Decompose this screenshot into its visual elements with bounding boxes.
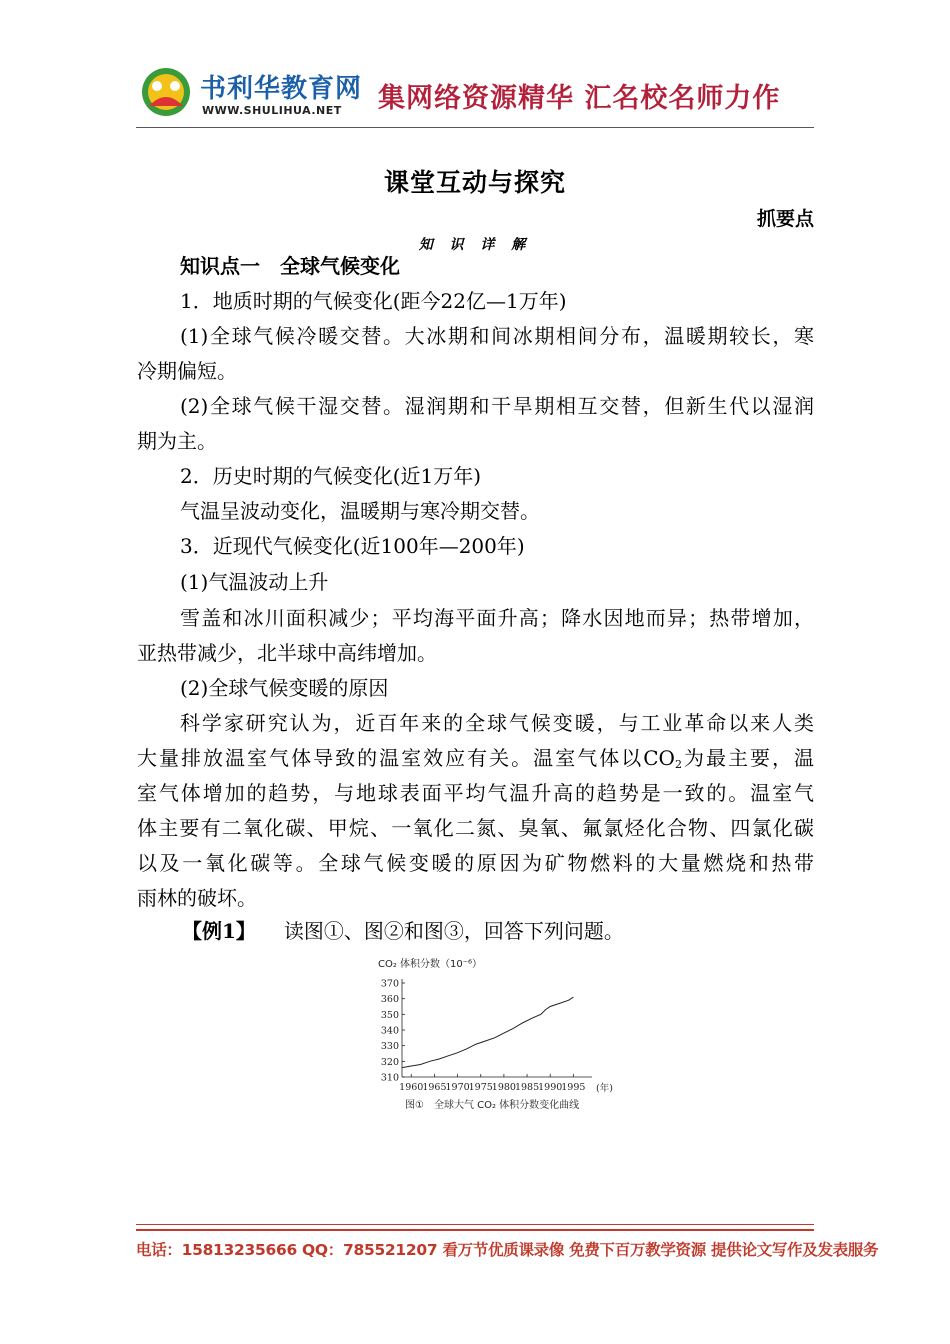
footer-divider bbox=[136, 1229, 814, 1231]
subitem-heading: (1)气温波动上升 bbox=[180, 570, 329, 594]
chart-y-title: CO₂ 体积分数（10⁻⁶） bbox=[378, 959, 483, 970]
site-header bbox=[138, 62, 814, 128]
example-text: 读图①、图②和图③，回答下列问题。 bbox=[283, 919, 624, 943]
co2-series-line bbox=[402, 997, 573, 1068]
paragraph-line: 期为主。 bbox=[137, 429, 217, 453]
y-tick-label: 340 bbox=[380, 1025, 399, 1037]
co2-subscript: 2 bbox=[674, 758, 682, 771]
x-tick-label: 1965 bbox=[422, 1082, 447, 1093]
section-tag: 抓要点 bbox=[756, 208, 814, 230]
knowledge-point-heading: 知识点一 全球气候变化 bbox=[180, 254, 400, 278]
co2-formula: CO bbox=[643, 746, 675, 770]
y-tick-label: 310 bbox=[380, 1072, 399, 1084]
paragraph-line: 雨林的破坏。 bbox=[137, 886, 257, 910]
header-divider bbox=[136, 127, 814, 128]
subitem-heading: (2)全球气候变暖的原因 bbox=[180, 676, 389, 700]
paragraph-line bbox=[137, 744, 814, 779]
paragraph-line: 科学家研究认为，近百年来的全球气候变暖，与工业革命以来人类 bbox=[180, 711, 814, 735]
brand-name: 书利华教育网 bbox=[200, 74, 363, 104]
item-3-heading: 3．近现代气候变化(近100年—200年) bbox=[180, 534, 525, 558]
chart-caption: 图① 全球大气 CO₂ 体积分数变化曲线 bbox=[405, 1100, 580, 1111]
paragraph-line: 亚热带减少，北半球中高纬增加。 bbox=[137, 641, 437, 665]
paragraph-line: (1)全球气候冷暖交替。大冰期和间冰期相间分布，温暖期较长，寒 bbox=[180, 324, 814, 348]
footer-contact: 电话：15813235666 QQ：785521207 看万节优质课录像 免费下百万教学资源 提供论文写作及发表服务 bbox=[136, 1241, 879, 1259]
paragraph-line: (2)全球气候干湿交替。湿润期和干旱期相互交替，但新生代以湿润 bbox=[180, 394, 814, 418]
x-axis-unit: (年) bbox=[596, 1083, 613, 1094]
paragraph-line: 体主要有二氧化碳、甲烷、一氧化二氮、臭氧、氟氯烃化合物、四氯化碳 bbox=[137, 816, 814, 840]
item-2-heading: 2．历史时期的气候变化(近1万年) bbox=[180, 464, 482, 488]
chart-svg bbox=[370, 955, 640, 1120]
x-tick-label: 1970 bbox=[445, 1082, 470, 1093]
header-slogan: 集网络资源精华 汇名校名师力作 bbox=[378, 83, 781, 114]
x-tick-label: 1960 bbox=[399, 1082, 424, 1093]
paragraph-line: 雪盖和冰川面积减少；平均海平面升高；降水因地而异；热带增加， bbox=[180, 606, 814, 630]
y-tick-label: 360 bbox=[380, 994, 399, 1006]
brand-url: WWW.SHULIHUA.NET bbox=[202, 104, 342, 117]
page-title: 课堂互动与探究 bbox=[383, 168, 566, 197]
item-1-heading: 1．地质时期的气候变化(距今22亿—1万年) bbox=[180, 289, 567, 313]
text-run: 大量排放温室气体导致的温室效应有关。温室气体以 bbox=[137, 746, 644, 770]
example-label: 【例1】 bbox=[182, 919, 256, 943]
paragraph-line: 以及一氧化碳等。全球气候变暖的原因为矿物燃料的大量燃烧和热带 bbox=[137, 851, 814, 875]
paragraph-line: 室气体增加的趋势，与地球表面平均气温升高的趋势是一致的。温室气 bbox=[137, 781, 814, 805]
x-tick-label: 1990 bbox=[538, 1082, 563, 1093]
y-tick-label: 330 bbox=[380, 1041, 399, 1053]
text-run: 为最主要，温 bbox=[681, 746, 815, 770]
paragraph-line: 冷期偏短。 bbox=[137, 359, 237, 383]
x-tick-label: 1985 bbox=[514, 1082, 540, 1093]
example-line bbox=[182, 917, 859, 945]
subsection-tag: 知 识 详 解 bbox=[418, 237, 532, 253]
paragraph-line: 气温呈波动变化，温暖期与寒冷期交替。 bbox=[180, 499, 540, 523]
y-tick-label: 350 bbox=[380, 1009, 399, 1021]
co2-chart bbox=[370, 955, 640, 1120]
y-tick-label: 320 bbox=[380, 1056, 399, 1068]
footer-divider bbox=[136, 1224, 814, 1225]
logo-icon bbox=[140, 66, 192, 118]
y-tick-label: 370 bbox=[380, 978, 399, 990]
x-tick-label: 1980 bbox=[491, 1082, 516, 1093]
x-tick-label: 1995 bbox=[561, 1082, 586, 1093]
x-tick-label: 1975 bbox=[468, 1082, 493, 1093]
